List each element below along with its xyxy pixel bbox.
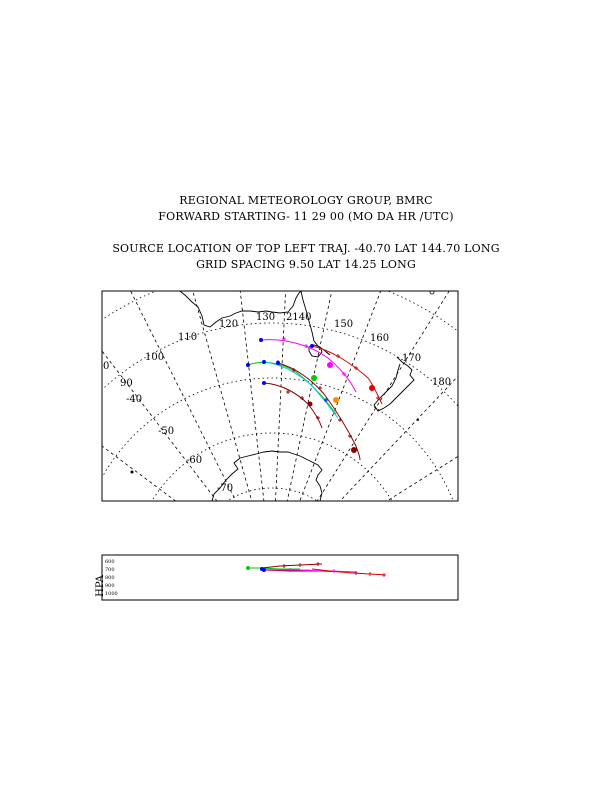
lon-label-170: 170 [402, 353, 422, 364]
lon-label-120: 120 [219, 319, 239, 330]
pressure-tick: 1000 [105, 591, 118, 597]
lon-label-180: 180 [432, 377, 452, 388]
position-marker [308, 402, 313, 407]
start-marker [259, 338, 263, 342]
lon-label-160: 160 [370, 333, 390, 344]
lon-label-110: 110 [178, 332, 198, 343]
start-time-line: FORWARD STARTING- 11 29 00 (MO DA HR /UTC) [158, 210, 454, 223]
pressure-tick: 900 [105, 583, 115, 589]
grid-spacing-line: GRID SPACING 9.50 LAT 14.25 LONG [196, 258, 416, 271]
lon-label-100: 100 [145, 352, 165, 363]
map-panel [0, 200, 610, 792]
position-marker [351, 447, 357, 453]
lat-label-50: -50 [158, 426, 175, 437]
start-marker [262, 381, 266, 385]
pressure-tick: 600 [105, 559, 115, 565]
start-marker [310, 344, 314, 348]
position-marker [333, 397, 339, 403]
lat-label-70: -70 [217, 483, 234, 494]
lat-label-40: -40 [126, 394, 143, 405]
pressure-tick: 800 [105, 575, 115, 581]
profile-frame [102, 555, 458, 600]
island-marker [417, 419, 419, 421]
source-location-line: SOURCE LOCATION OF TOP LEFT TRAJ. -40.70 LAT 144.70 LONG [112, 242, 500, 255]
position-marker [311, 375, 317, 381]
lon-label-150: 150 [334, 319, 354, 330]
lon-label-130: 130 [256, 312, 276, 323]
profile-marker [262, 568, 266, 572]
pressure-tick: 700 [105, 567, 115, 573]
map-frame [102, 291, 458, 501]
profile-marker [246, 566, 250, 570]
profile-axis-label: HPA [95, 575, 106, 597]
position-marker [369, 385, 375, 391]
island-marker [131, 471, 134, 474]
lat-label-60: -60 [186, 455, 203, 466]
start-marker [246, 363, 250, 367]
position-marker [327, 362, 333, 368]
lon-label-0: 0 [103, 361, 110, 372]
lon-label-90: 90 [120, 378, 133, 389]
title-line: REGIONAL METEOROLOGY GROUP, BMRC [179, 194, 433, 207]
start-marker [262, 360, 266, 364]
lon-label-140: 2140 [286, 312, 312, 323]
profile-panel [95, 555, 458, 600]
